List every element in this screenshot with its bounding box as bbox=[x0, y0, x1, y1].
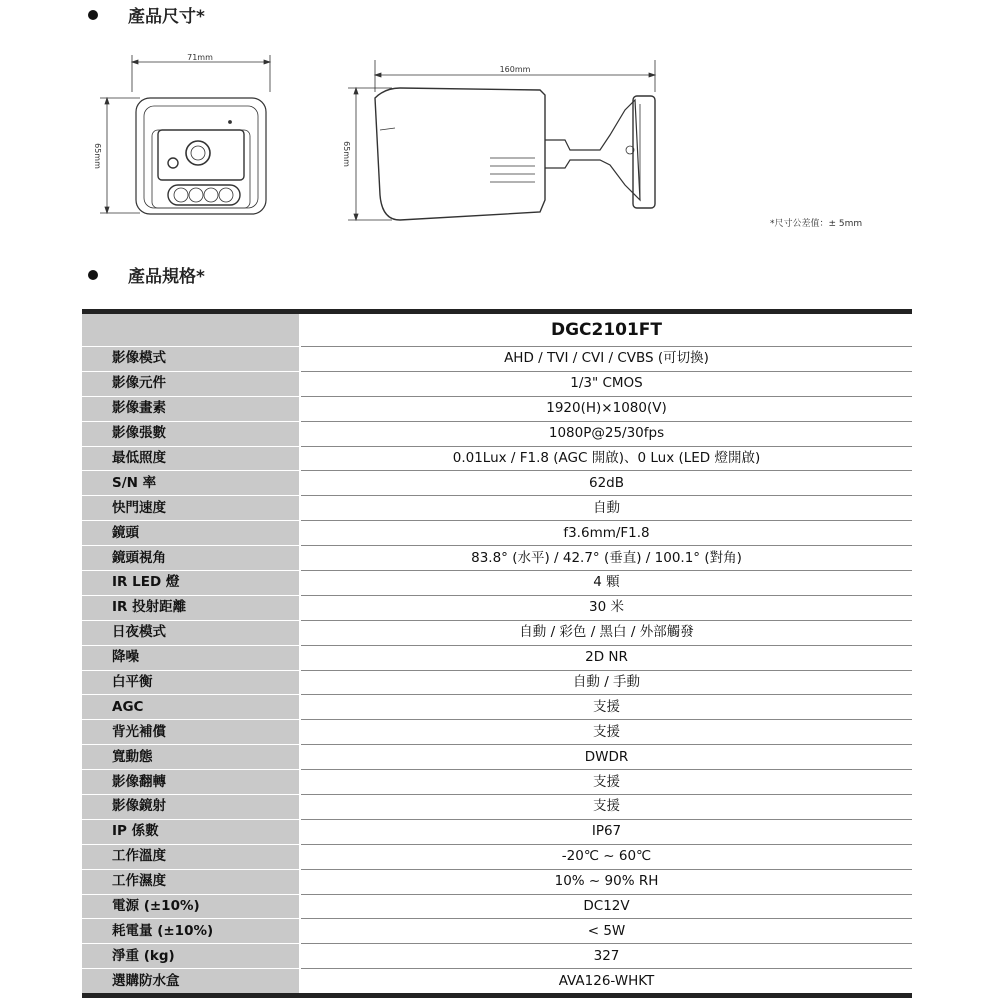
side-width-label: 160mm bbox=[499, 65, 531, 74]
table-row bbox=[82, 745, 912, 770]
spec-value: AHD / TVI / CVI / CVBS (可切換) bbox=[300, 347, 912, 372]
spec-value: < 5W bbox=[300, 919, 912, 944]
spec-label: 鏡頭視角 bbox=[82, 546, 300, 571]
table-row bbox=[82, 894, 912, 919]
spec-value: 支援 bbox=[300, 695, 912, 720]
table-row bbox=[82, 620, 912, 645]
table-row bbox=[82, 969, 912, 996]
spec-value: 支援 bbox=[300, 770, 912, 795]
spec-label: 影像鏡射 bbox=[82, 795, 300, 820]
spec-value: 1080P@25/30fps bbox=[300, 421, 912, 446]
table-row bbox=[82, 396, 912, 421]
side-height-label: 65mm bbox=[342, 141, 351, 167]
table-row bbox=[82, 446, 912, 471]
spec-label: 影像模式 bbox=[82, 347, 300, 372]
spec-table bbox=[82, 309, 912, 998]
table-row bbox=[82, 944, 912, 969]
table-row bbox=[82, 695, 912, 720]
spec-value: 自動 / 彩色 / 黑白 / 外部觸發 bbox=[300, 620, 912, 645]
front-width-label: 71mm bbox=[187, 53, 213, 62]
bullet-icon bbox=[88, 270, 98, 280]
spec-value: 自動 / 手動 bbox=[300, 670, 912, 695]
spec-value: 1/3" CMOS bbox=[300, 371, 912, 396]
spec-label: 鏡頭 bbox=[82, 521, 300, 546]
spec-value: 4 顆 bbox=[300, 571, 912, 596]
spec-label: IR 投射距離 bbox=[82, 595, 300, 620]
spec-label: AGC bbox=[82, 695, 300, 720]
spec-label: IR LED 燈 bbox=[82, 571, 300, 596]
table-row bbox=[82, 347, 912, 372]
table-row bbox=[82, 496, 912, 521]
spec-value: 83.8° (水平) / 42.7° (垂直) / 100.1° (對角) bbox=[300, 546, 912, 571]
table-row bbox=[82, 595, 912, 620]
spec-label: 工作濕度 bbox=[82, 869, 300, 894]
spec-value: DWDR bbox=[300, 745, 912, 770]
table-row bbox=[82, 471, 912, 496]
table-row bbox=[82, 521, 912, 546]
spec-value: 30 米 bbox=[300, 595, 912, 620]
dimensions-heading: 產品尺寸* bbox=[88, 2, 205, 27]
spec-value: IP67 bbox=[300, 819, 912, 844]
spec-label: 快門速度 bbox=[82, 496, 300, 521]
table-row bbox=[82, 421, 912, 446]
spec-value: -20℃ ~ 60℃ bbox=[300, 844, 912, 869]
spec-label: 耗電量 (±10%) bbox=[82, 919, 300, 944]
spec-label: 電源 (±10%) bbox=[82, 894, 300, 919]
spec-label: 降噪 bbox=[82, 645, 300, 670]
table-row bbox=[82, 770, 912, 795]
spec-value: AVA126-WHKT bbox=[300, 969, 912, 996]
spec-label: 影像張數 bbox=[82, 421, 300, 446]
spec-value: 0.01Lux / F1.8 (AGC 開啟)、0 Lux (LED 燈開啟) bbox=[300, 446, 912, 471]
table-row bbox=[82, 869, 912, 894]
spec-value: DC12V bbox=[300, 894, 912, 919]
front-height-label: 65mm bbox=[93, 143, 102, 169]
specs-heading: 產品規格* bbox=[88, 262, 205, 287]
spec-value: 支援 bbox=[300, 720, 912, 745]
model-name: DGC2101FT bbox=[300, 312, 912, 347]
tolerance-note: *尺寸公差值：± 5mm bbox=[770, 219, 863, 229]
spec-label: 最低照度 bbox=[82, 446, 300, 471]
spec-value: f3.6mm/F1.8 bbox=[300, 521, 912, 546]
spec-label: 影像翻轉 bbox=[82, 770, 300, 795]
spec-value: 62dB bbox=[300, 471, 912, 496]
table-row bbox=[82, 546, 912, 571]
spec-value: 支援 bbox=[300, 795, 912, 820]
table-row bbox=[82, 844, 912, 869]
table-row bbox=[82, 645, 912, 670]
spec-label: 影像畫素 bbox=[82, 396, 300, 421]
spec-label: S/N 率 bbox=[82, 471, 300, 496]
spec-value: 10% ~ 90% RH bbox=[300, 869, 912, 894]
spec-label: 寬動態 bbox=[82, 745, 300, 770]
table-header-row bbox=[82, 312, 912, 347]
spec-label: 選購防水盒 bbox=[82, 969, 300, 996]
spec-label: 工作溫度 bbox=[82, 844, 300, 869]
header-blank-cell bbox=[82, 312, 300, 347]
spec-value: 327 bbox=[300, 944, 912, 969]
spec-value: 自動 bbox=[300, 496, 912, 521]
table-row bbox=[82, 919, 912, 944]
table-row bbox=[82, 371, 912, 396]
table-row bbox=[82, 819, 912, 844]
dimension-drawing bbox=[0, 0, 1000, 300]
spec-value: 1920(H)×1080(V) bbox=[300, 396, 912, 421]
spec-label: 背光補償 bbox=[82, 720, 300, 745]
table-row bbox=[82, 571, 912, 596]
spec-value: 2D NR bbox=[300, 645, 912, 670]
spec-label: 影像元件 bbox=[82, 371, 300, 396]
spec-label: 日夜模式 bbox=[82, 620, 300, 645]
spec-label: 白平衡 bbox=[82, 670, 300, 695]
spec-label: 淨重 (kg) bbox=[82, 944, 300, 969]
table-row bbox=[82, 720, 912, 745]
table-row bbox=[82, 795, 912, 820]
table-row bbox=[82, 670, 912, 695]
spec-label: IP 係數 bbox=[82, 819, 300, 844]
